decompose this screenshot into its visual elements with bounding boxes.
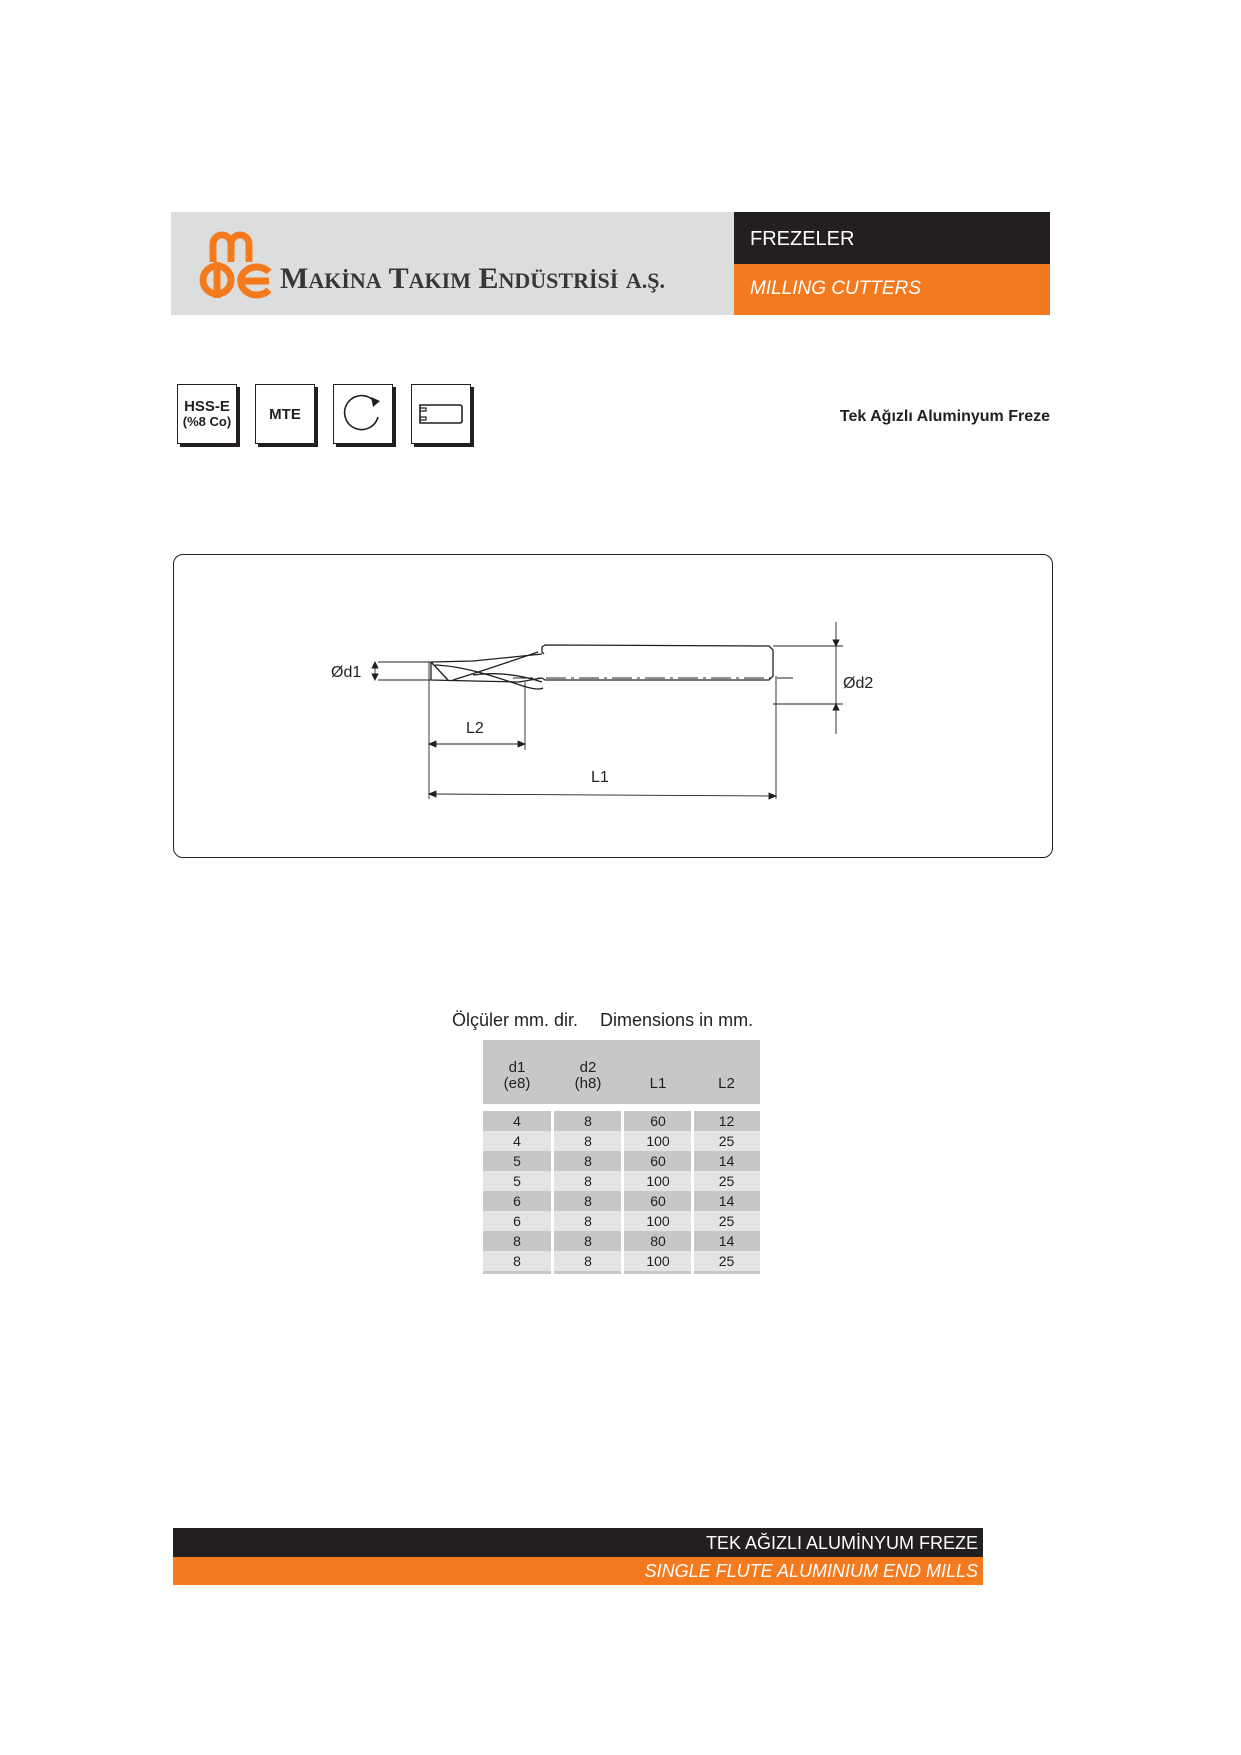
- company-name: MAKİNA TAKIM ENDÜSTRİSİ A.Ş.: [280, 262, 665, 295]
- units-note: [452, 1010, 775, 1031]
- coating-label: MTE: [269, 405, 301, 423]
- rotation-badge: [333, 384, 393, 444]
- header-d2: d2 (h8): [574, 1059, 602, 1092]
- column-divider: [691, 1111, 694, 1274]
- table-cell: 8: [584, 1213, 592, 1229]
- table-cell: 8: [513, 1253, 521, 1269]
- label-d1: Ød1: [331, 664, 362, 681]
- clockwise-rotation-icon: [340, 391, 386, 437]
- footer-title-en: SINGLE FLUTE ALUMINIUM END MILLS: [644, 1561, 978, 1581]
- table-cell: 60: [650, 1193, 666, 1209]
- material-line1: HSS-E: [184, 398, 230, 415]
- table-cell: 8: [584, 1233, 592, 1249]
- shank-icon: [416, 399, 466, 429]
- table-cell: 14: [718, 1233, 735, 1249]
- table-cell: 100: [646, 1213, 670, 1229]
- column-divider: [621, 1111, 624, 1274]
- table-cell: 60: [650, 1113, 666, 1129]
- material-badge: [177, 384, 237, 444]
- table-header: [483, 1040, 760, 1104]
- label-l2: L2: [466, 720, 484, 737]
- shank-badge: [411, 384, 471, 444]
- table-cell: 8: [584, 1113, 592, 1129]
- table-cell: 8: [584, 1253, 592, 1269]
- table-cell: 25: [718, 1213, 735, 1229]
- table-cell: 8: [513, 1233, 521, 1249]
- label-d2: Ød2: [843, 675, 874, 692]
- units-tr: Ölçüler mm. dir.: [452, 1010, 579, 1030]
- table-cell: 25: [718, 1173, 735, 1189]
- units-en: Dimensions in mm.: [600, 1010, 754, 1030]
- coating-badge: [255, 384, 315, 444]
- table-cell: 6: [513, 1213, 521, 1229]
- product-title: Tek Ağızlı Aluminyum Freze: [839, 408, 1050, 425]
- table-cell: 8: [584, 1133, 592, 1149]
- table-cell: 6: [513, 1193, 521, 1209]
- table-cell: 8: [584, 1153, 592, 1169]
- category-tr: FREZELER: [750, 228, 855, 250]
- table-cell: 4: [513, 1133, 521, 1149]
- table-cell: 60: [650, 1153, 666, 1169]
- column-divider: [551, 1111, 554, 1274]
- table-cell: 80: [650, 1233, 666, 1249]
- label-l1: L1: [591, 769, 609, 786]
- end-mill-drawing: [173, 554, 1053, 858]
- company-logo: [195, 228, 273, 300]
- table-cell: 5: [513, 1173, 521, 1189]
- table-cell: 25: [718, 1253, 735, 1269]
- table-cell: 100: [646, 1253, 670, 1269]
- table-cell: 25: [718, 1133, 735, 1149]
- footer-title-tr: TEK AĞIZLI ALUMİNYUM FREZE: [705, 1533, 978, 1553]
- header-d1: d1 (e8): [503, 1059, 531, 1092]
- table-cell: 100: [646, 1133, 670, 1149]
- table-cell: 100: [646, 1173, 670, 1189]
- table-cell: 8: [584, 1193, 592, 1209]
- category-en: MILLING CUTTERS: [750, 278, 922, 299]
- table-cell: 5: [513, 1153, 521, 1169]
- header-l2: L2: [718, 1075, 735, 1092]
- table-cell: 14: [718, 1193, 735, 1209]
- table-cell: 8: [584, 1173, 592, 1189]
- table-cell: 12: [718, 1113, 735, 1129]
- material-line2: (%8 Co): [182, 414, 232, 429]
- table-cell: 14: [718, 1153, 735, 1169]
- table-cell: 4: [513, 1113, 521, 1129]
- header-l1: L1: [649, 1075, 667, 1092]
